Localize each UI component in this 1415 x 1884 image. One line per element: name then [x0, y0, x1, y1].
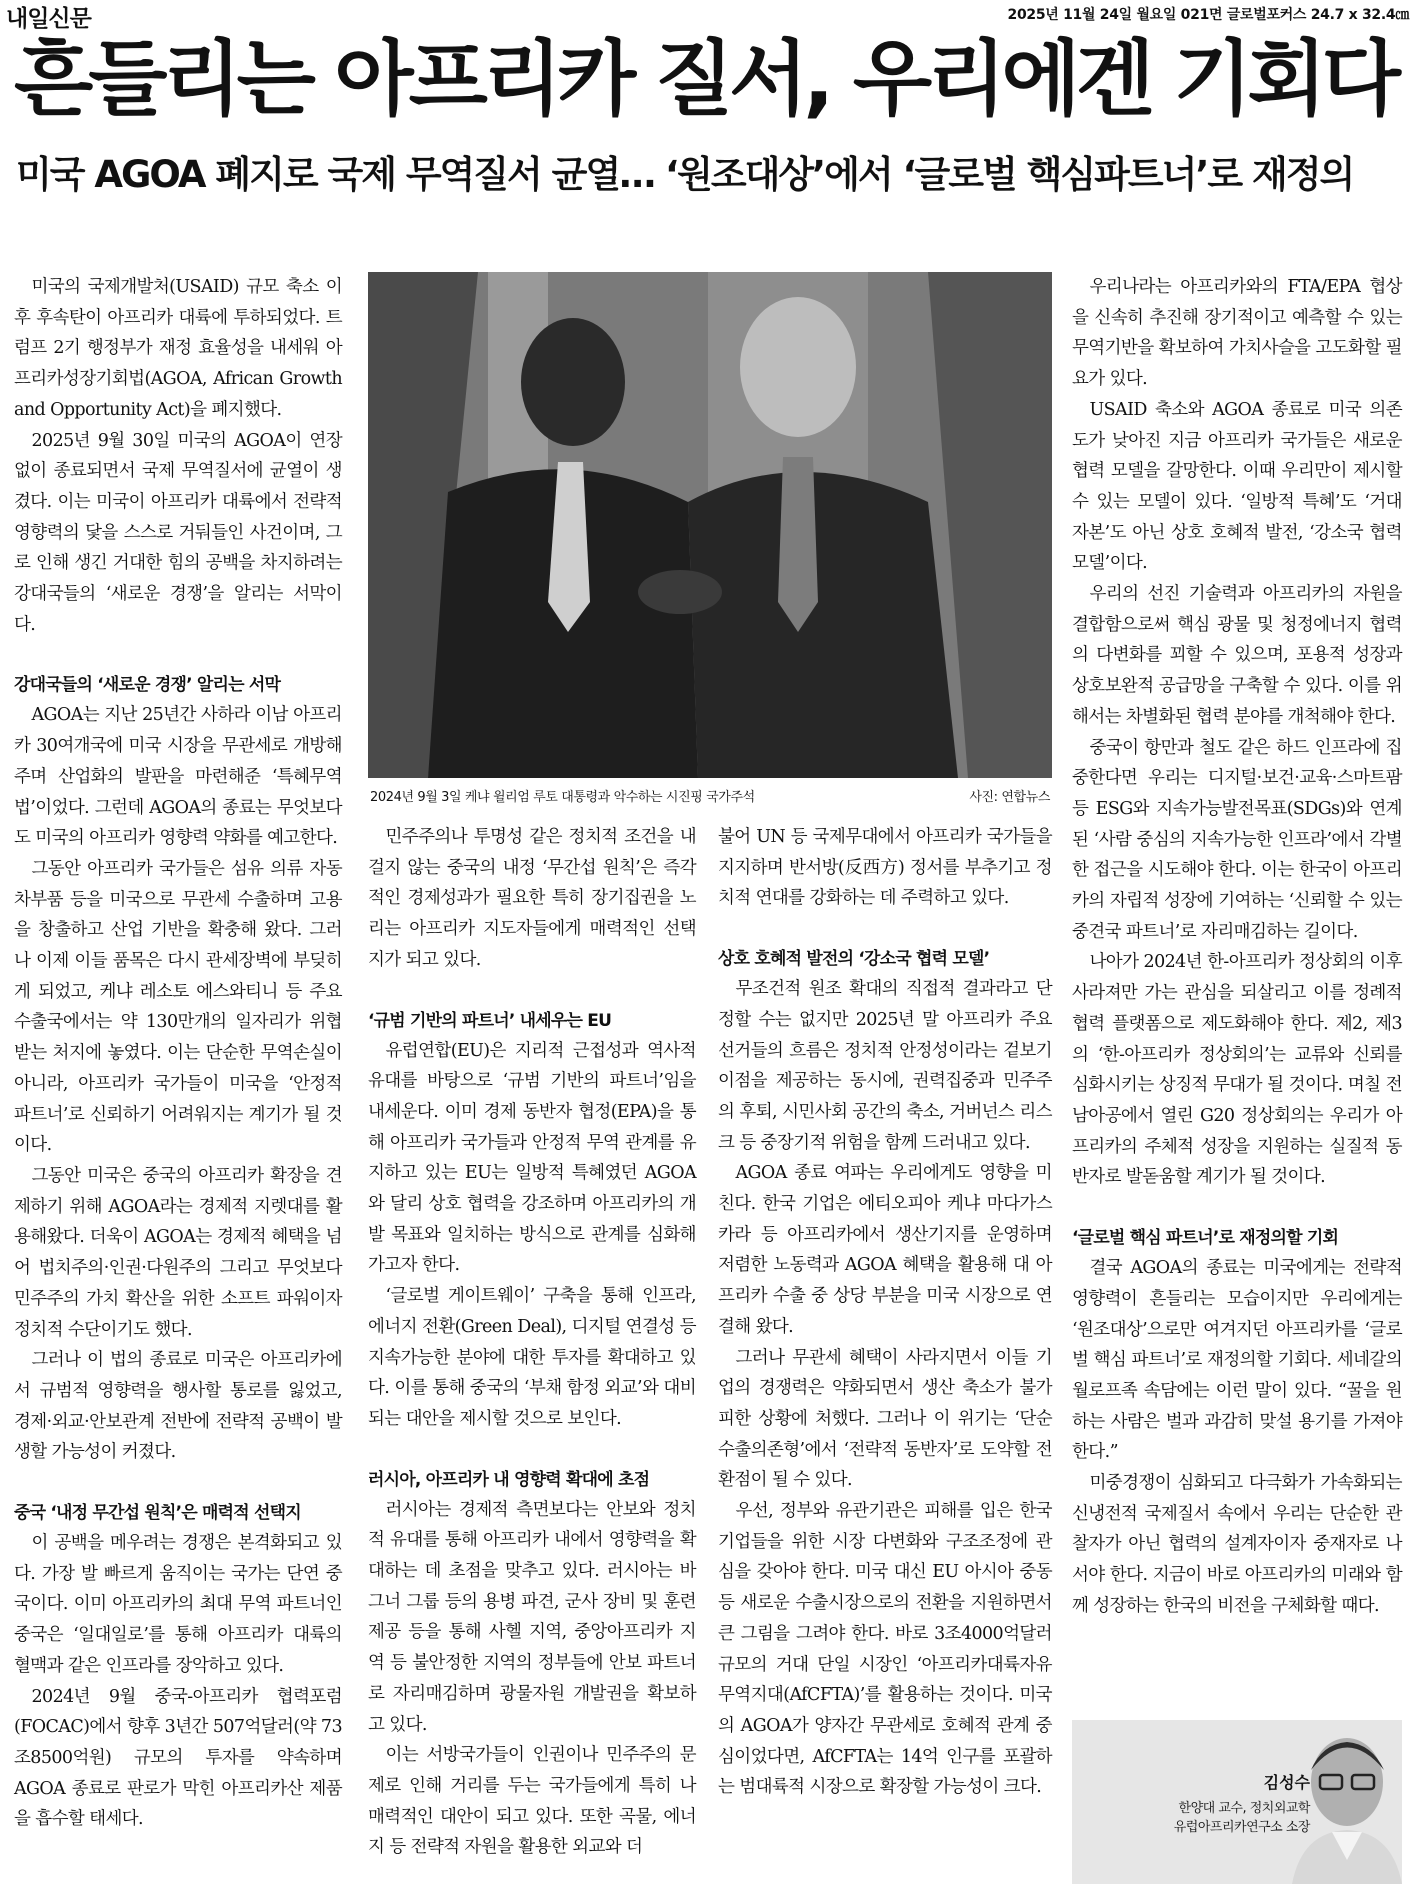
section-heading: ‘규범 기반의 파트너’ 내세우는 EU — [368, 1010, 612, 1031]
paragraph: 나아가 2024년 한-아프리카 정상회의 이후 사라져만 가는 관심을 되살리고 이를 정례적 협력 플랫폼으로 제도화해야 한다. 제2, 제3의 ‘한-아프리카 정상회의’는 교류와 신뢰를 심화시키는 상징적 무대가 될 것이다. 며칠 전 남아공에서 열린 G20 정상회의는 우리가 아프리카의 주체적 성장을 지원하는 실질적 동반자로 발돋움할 계기가 될 것이다. — [1072, 952, 1402, 1188]
paragraph: 그러나 무관세 혜택이 사라지면서 이들 기업의 경쟁력은 약화되면서 생산 축소가 불가피한 상황에 처했다. 그러나 이 위기는 ‘단순 수출의존형’에서 ‘전략적 동반자’로 도약할 전환점이 될 수 있다. — [718, 1347, 1052, 1491]
publication-info: 2025년 11월 24일 월요일 021면 글로벌포커스 24.7 x 32.4㎝ — [1007, 7, 1409, 23]
paragraph: USAID 축소와 AGOA 종료로 미국 의존도가 낮아진 지금 아프리카 국가들은 새로운 협력 모델을 갈망한다. 이때 우리만이 제시할 수 있는 모델이 있다. ‘일방적 특혜’도 ‘거대 자본’도 아닌 상호 호혜적 발전, ‘강소국 협력 모델’이다. — [1072, 399, 1402, 574]
paragraph: 미국의 국제개발처(USAID) 규모 축소 이후 후속탄이 아프리카 대륙에 투하되었다. 트럼프 2기 행정부가 재정 효율성을 내세워 아프리카성장기회법(AGOA, African Growth and Opportunity Act)을 폐지했다. — [14, 277, 342, 420]
paragraph: 2025년 9월 30일 미국의 AGOA이 연장 없이 종료되면서 국제 무역질서에 균열이 생겼다. 이는 미국이 아프리카 대륙에서 전략적 영향력의 닻을 스스로 거둬들인 사건이며, 그로 인해 생긴 거대한 힘의 공백을 차지하려는 강대국들의 ‘새로운 경쟁’을 알리는 서막이다. — [14, 430, 342, 635]
article-column-3 — [718, 822, 1052, 1803]
paragraph: 우리의 선진 기술력과 아프리카의 자원을 결합함으로써 핵심 광물 및 청정에너지 협력의 다변화를 꾀할 수 있으며, 포용적 성장과 상호보완적 공급망을 구축할 수 있다. 이를 위해서는 차별화된 협력 분야를 개척해야 한다. — [1072, 584, 1402, 727]
section-heading: 러시아, 아프리카 내 영향력 확대에 초점 — [368, 1469, 650, 1490]
paragraph: 유럽연합(EU)은 지리적 근접성과 역사적 유대를 바탕으로 ‘규범 기반의 파트너’임을 내세운다. 이미 경제 동반자 협정(EPA)을 통해 아프리카 국가들과 안정적 무역 관계를 유지하고 있는 EU는 일방적 특혜였던 AGOA와 달리 상호 협력을 강조하며 아프리카의 개발 목표와 일치하는 방식으로 관계를 심화해 가고자 한다. — [368, 1040, 696, 1276]
paragraph: 그동안 아프리카 국가들은 섬유 의류 자동차부품 등을 미국으로 무관세 수출하며 고용을 창출하고 산업 기반을 확충해 왔다. 그러나 이제 이들 품목은 다시 관세장벽에 부딪히게 되었고, 케냐 레소토 에스와티니 등 주요 수출국에서는 약 130만개의 일자리가 위협받는 처지에 놓였다. 이는 단순한 무역손실이 아니라, 아프리카 국가들이 미국을 ‘안정적 파트너’로 신뢰하기 어려워지는 계기가 될 것이다. — [14, 858, 342, 1156]
author-name: 김성수 — [1263, 1773, 1310, 1792]
article-column-1 — [14, 272, 342, 1835]
paragraph: 무조건적 원조 확대의 직접적 결과라고 단정할 수는 없지만 2025년 말 아프리카 주요 선거들의 흐름은 정치적 안정성이라는 겉보기 이점을 제공하는 동시에, 권력집중과 민주주의 후퇴, 시민사회 공간의 축소, 거버넌스 리스크 등 중장기적 위험을 함께 드러내고 있다. — [718, 979, 1052, 1153]
paragraph: 러시아는 경제적 측면보다는 안보와 정치적 유대를 통해 아프리카 내에서 영향력을 확대하는 데 초점을 맞추고 있다. 러시아는 바그너 그룹 등의 용병 파견, 군사 장비 및 훈련 제공 등을 통해 사헬 지역, 중앙아프리카 지역 등 불안정한 지역의 정부들에 안보 파트너로 자리매김하며 광물자원 개발권을 확보하고 있다. — [368, 1499, 696, 1735]
paragraph: 2024년 9월 중국-아프리카 협력포럼(FOCAC)에서 향후 3년간 507억달러(약 73조8500억원) 규모의 투자를 약속하며 AGOA 종료로 판로가 막힌 아프리카산 제품을 흡수할 태세다. — [14, 1686, 342, 1830]
photo-credit: 사진: 연합뉴스 — [969, 790, 1050, 805]
section-heading: 중국 ‘내정 무간섭 원칙’은 매력적 선택지 — [14, 1503, 301, 1524]
author-photo — [1292, 1720, 1402, 1884]
article-column-2 — [368, 822, 696, 1863]
subheadline: 미국 AGOA 폐지로 국제 무역질서 균열… ‘원조대상’에서 ‘글로벌 핵심파트너’로 재정의 — [16, 153, 1354, 196]
handshake-photo-illustration — [368, 272, 1052, 778]
paragraph: 우선, 정부와 유관기관은 피해를 입은 한국 기업들을 위한 시장 다변화와 구조조정에 관심을 갖아야 한다. 미국 대신 EU 아시아 중동 등 새로운 수출시장으로의 전환을 지원하면서 큰 그림을 그려야 한다. 바로 3조4000억달러 규모의 거대 단일 시장인 ‘아프리카대륙자유무역지대(AfCFTA)’를 활용하는 것이다. 미국의 AGOA가 양자간 무관세로 호혜적 관계 중심이었다면, AfCFTA는 14억 인구를 포괄하는 범대륙적 시장으로 확장할 가능성이 크다. — [718, 1501, 1052, 1798]
masthead: 내일신문 — [6, 6, 91, 32]
photo-caption — [370, 786, 1050, 805]
caption-text: 2024년 9월 3일 케냐 윌리엄 루토 대통령과 악수하는 시진핑 국가주석 — [370, 790, 755, 805]
paragraph: AGOA는 지난 25년간 사하라 이남 아프리카 30여개국에 미국 시장을 무관세로 개방해주며 산업화의 발판을 마련해준 ‘특혜무역법’이었다. 그런데 AGOA의 종료는 무엇보다도 미국의 아프리카 영향력 약화를 예고한다. — [14, 705, 342, 849]
author-title-line2: 유럽아프리카연구소 소장 — [1173, 1820, 1310, 1835]
paragraph: 그동안 미국은 중국의 아프리카 확장을 견제하기 위해 AGOA라는 경제적 지렛대를 활용해왔다. 더욱이 AGOA는 경제적 혜택을 넘어 법치주의·인권·다원주의 그리고 무엇보다 민주주의 가치 확산을 위한 소프트 파워이자 정치적 수단이기도 했다. — [14, 1165, 342, 1340]
paragraph: 중국이 항만과 철도 같은 하드 인프라에 집중한다면 우리는 디지털·보건·교육·스마트팜 등 ESG와 지속가능발전목표(SDGs)와 연계된 ‘사람 중심의 지속가능한 인프라’에서 각별한 접근을 시도해야 한다. 이는 한국이 아프리카의 자립적 성장에 기여하는 ‘신뢰할 수 있는 중견국 파트너’로 자리매김하는 길이다. — [1072, 737, 1402, 942]
paragraph: ‘글로벌 게이트웨이’ 구축을 통해 인프라, 에너지 전환(Green Deal), 디지털 연결성 등 지속가능한 분야에 대한 투자를 확대하고 있다. 이를 통해 중국의 ‘부채 함정 외교’와 대비되는 대안을 제시할 것으로 보인다. — [368, 1286, 696, 1429]
author-title-line1: 한양대 교수, 정치외교학 — [1178, 1801, 1310, 1816]
paragraph: 불어 UN 등 국제무대에서 아프리카 국가들을 지지하며 반서방(反西方) 정서를 부추기고 정치적 연대를 강화하는 데 주력하고 있다. — [718, 827, 1052, 909]
news-photo — [368, 272, 1052, 778]
paragraph: 우리나라는 아프리카와의 FTA/EPA 협상을 신속히 추진해 장기적이고 예측할 수 있는 무역기반을 확보하여 가치사슬을 고도화할 필요가 있다. — [1072, 277, 1402, 390]
paragraph: 이는 서방국가들이 인권이나 민주주의 문제로 인해 거리를 두는 국가들에게 특히 나 매력적인 대안이 되고 있다. 또한 곡물, 에너지 등 전략적 자원을 활용한 외교와 더 — [368, 1745, 696, 1858]
section-heading: 상호 호혜적 발전의 ‘강소국 협력 모델’ — [718, 949, 990, 970]
paragraph: 결국 AGOA의 종료는 미국에게는 전략적 영향력이 흔들리는 모습이지만 우리에게는 ‘원조대상’으로만 여겨지던 아프리카를 ‘글로벌 핵심 파트너’로 재정의할 기회다. 세네갈의 월로프족 속담에는 이런 말이 있다. “꿀을 원하는 사람은 벌과 과감히 맞설 용기를 가져야 한다.” — [1072, 1258, 1402, 1463]
paragraph: 미중경쟁이 심화되고 다극화가 가속화되는 신냉전적 국제질서 속에서 우리는 단순한 관찰자가 아닌 협력의 설계자이자 중재자로 나서야 한다. 지금이 바로 아프리카의 미래와 함께 성장하는 한국의 비전을 구체화할 때다. — [1072, 1473, 1402, 1616]
paragraph: AGOA 종료 여파는 우리에게도 영향을 미친다. 한국 기업은 에티오피아 케냐 마다가스카라 등 아프리카에서 생산기지를 운영하며 저렴한 노동력과 AGOA 혜택을 활용해 대 아프리카 수출 중 상당 부분을 미국 시장으로 연결해 왔다. — [718, 1163, 1052, 1337]
article-column-4 — [1072, 272, 1402, 1622]
paragraph: 민주주의나 투명성 같은 정치적 조건을 내걸지 않는 중국의 내정 ‘무간섭 원칙’은 즉각적인 경제성과가 필요한 특히 장기집권을 노리는 아프리카 지도자들에게 매력적인 선택지가 되고 있다. — [368, 827, 696, 970]
paragraph: 그러나 이 법의 종료로 미국은 아프리카에서 규범적 영향력을 행사할 통로를 잃었고, 경제·외교·안보관계 전반에 전략적 공백이 발생할 가능성이 커졌다. — [14, 1350, 342, 1463]
section-heading: 강대국들의 ‘새로운 경쟁’ 알리는 서막 — [14, 675, 281, 696]
section-heading: ‘글로벌 핵심 파트너’로 재정의할 기회 — [1072, 1228, 1339, 1249]
author-info — [1080, 1770, 1310, 1837]
author-box — [1072, 1720, 1402, 1884]
paragraph: 이 공백을 메우려는 경쟁은 본격화되고 있다. 가장 발 빠르게 움직이는 국가는 단연 중국이다. 이미 아프리카의 최대 무역 파트너인 중국은 ‘일대일로’를 통해 아프리카 대륙의 혈맥과 같은 인프라를 장악하고 있다. — [14, 1533, 342, 1676]
headline: 흔들리는 아프리카 질서, 우리에겐 기회다 — [14, 32, 1396, 127]
